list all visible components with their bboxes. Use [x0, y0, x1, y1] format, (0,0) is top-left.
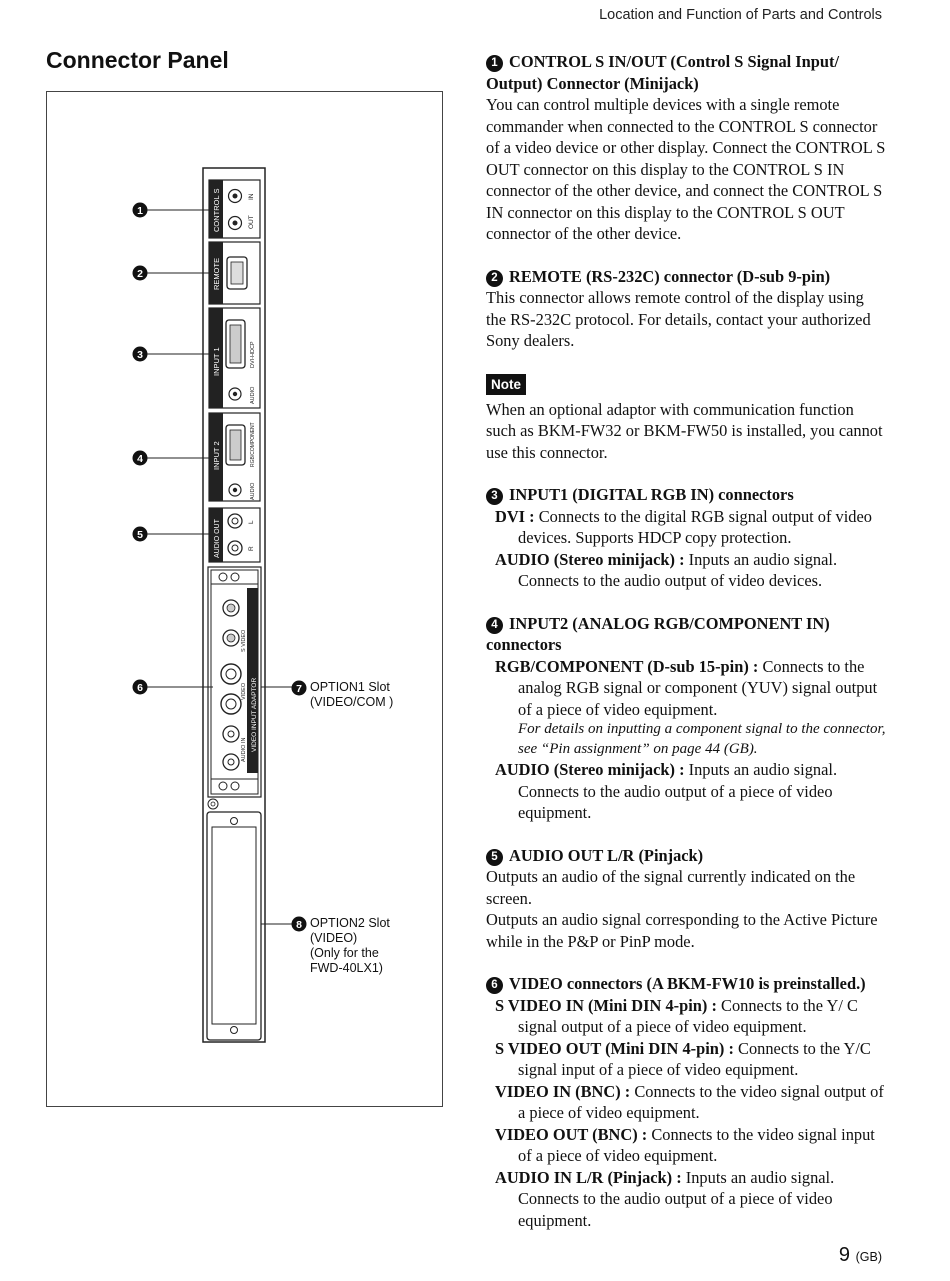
running-header: Location and Function of Parts and Controls — [599, 7, 882, 23]
remote-label: REMOTE — [212, 257, 221, 290]
section-heading: 1 CONTROL S IN/OUT (Control S Signal Input/ Output) Connector (Minijack) — [486, 52, 840, 93]
spec-item: S VIDEO OUT (Mini DIN 4-pin) : Connects to the Y/C signal input of a piece of video equipment. — [495, 1038, 871, 1079]
number-badge: 2 — [486, 270, 503, 287]
svg-text:DVI-HDCP: DVI-HDCP — [250, 341, 256, 368]
section-input2 — [486, 613, 886, 824]
audio-out-label: AUDIO OUT — [214, 519, 221, 558]
svg-text:5: 5 — [137, 529, 143, 541]
connector-panel-figure — [46, 91, 443, 1107]
spec-item: AUDIO (Stereo minijack) : Inputs an audio signal. Connects to the audio output of a piece of video equipment. — [495, 760, 838, 822]
svg-text:IN: IN — [248, 193, 255, 200]
page-title: Connector Panel — [46, 47, 229, 73]
note-badge: Note — [486, 374, 526, 395]
svg-text:AUDIO: AUDIO — [250, 386, 256, 404]
spec-item: AUDIO IN L/R (Pinjack) : Inputs an audio signal. Connects to the audio output of a piece of video equipment. — [495, 1167, 835, 1230]
svg-text:1: 1 — [137, 205, 143, 217]
spec-item: AUDIO (Stereo minijack) : Inputs an audio signal. Connects to the audio output of video devices. — [495, 549, 838, 590]
svg-text:3: 3 — [137, 349, 143, 361]
number-badge: 4 — [486, 617, 503, 634]
section-body: This connector allows remote control of the display using the RS-232C protocol. For details, contact your authorized Sony dealers. — [486, 288, 871, 350]
svg-text:VIDEO: VIDEO — [241, 682, 247, 700]
svg-text:S VIDEO: S VIDEO — [241, 629, 247, 652]
section-control-s — [486, 51, 886, 245]
spec-item: VIDEO IN (BNC) : Connects to the video signal output of a piece of video equipment. — [495, 1081, 884, 1122]
section-heading: 6 VIDEO connectors (A BKM-FW10 is preinstalled.) — [486, 973, 886, 995]
input2-label: INPUT 2 — [212, 441, 221, 470]
svg-text:OUT: OUT — [248, 215, 255, 229]
section-input1 — [486, 484, 886, 592]
option2-callout: OPTION2 Slot (VIDEO) (Only for the FWD-40LX1) — [310, 916, 390, 975]
spec-item: DVI : Connects to the digital RGB signal output of video devices. Supports HDCP copy protection. — [495, 506, 872, 547]
section-remote — [486, 266, 886, 464]
section-body: Outputs an audio of the signal currently indicated on the screen. — [486, 867, 856, 908]
number-badge: 5 — [486, 849, 503, 866]
page-number: 9 (GB) — [838, 1244, 882, 1266]
svg-text:8: 8 — [296, 919, 302, 931]
svg-text:6: 6 — [137, 682, 143, 694]
svg-text:R: R — [248, 546, 255, 551]
spec-item: RGB/COMPONENT (D-sub 15-pin) : Connects to the analog RGB signal or component (YUV) signal output of a piece of video equipment. — [495, 656, 878, 719]
spec-item: VIDEO OUT (BNC) : Connects to the video signal input of a piece of video equipment. — [495, 1124, 875, 1165]
svg-text:4: 4 — [137, 453, 143, 465]
number-badge: 3 — [486, 488, 503, 505]
svg-text:RGB/COMPONENT: RGB/COMPONENT — [250, 422, 256, 467]
number-badge: 6 — [486, 977, 503, 994]
section-heading: 4 INPUT2 (ANALOG RGB/COMPONENT IN) connectors — [486, 613, 830, 654]
video-input-adaptor-label: VIDEO INPUT ADAPTOR — [251, 677, 258, 752]
section-video — [486, 973, 886, 1231]
option1-callout: OPTION1 Slot (VIDEO/COM ) — [310, 680, 394, 709]
spec-item: S VIDEO IN (Mini DIN 4-pin) : Connects to the Y/ C signal output of a piece of video equipment. — [495, 995, 858, 1036]
note-body: When an optional adaptor with communication function such as BKM-FW32 or BKM-FW50 is installed, you cannot use this connector. — [486, 399, 883, 462]
svg-text:7: 7 — [296, 683, 302, 695]
svg-text:AUDIO: AUDIO — [250, 482, 256, 500]
section-audio-out — [486, 845, 886, 953]
description-column — [486, 51, 886, 1252]
section-body: You can control multiple devices with a single remote commander when connected to the CONTROL S connector of a video device or other display. Connect the CONTROL S OUT connector on this display to the CONTROL S IN connector of the other device, and connect the CONTROL S IN connector on this display to the CONTROL S OUT connector of the other device. — [486, 95, 886, 243]
section-heading: 2 REMOTE (RS-232C) connector (D-sub 9-pin) — [486, 266, 886, 288]
control-s-label: CONTROL S — [212, 188, 221, 232]
svg-text:L: L — [248, 520, 255, 524]
number-badge: 1 — [486, 55, 503, 72]
svg-text:2: 2 — [137, 268, 143, 280]
svg-text:AUDIO IN: AUDIO IN — [241, 737, 247, 762]
section-heading: 5 AUDIO OUT L/R (Pinjack) — [486, 845, 886, 867]
section-heading: 3 INPUT1 (DIGITAL RGB IN) connectors — [486, 484, 886, 506]
italic-note: For details on inputting a component signal to the connector, see “Pin assignment” on page 44 (GB). — [518, 721, 886, 757]
input1-label: INPUT 1 — [212, 347, 221, 376]
section-body: Outputs an audio signal corresponding to the Active Picture while in the P&P or PinP mode. — [486, 910, 878, 951]
